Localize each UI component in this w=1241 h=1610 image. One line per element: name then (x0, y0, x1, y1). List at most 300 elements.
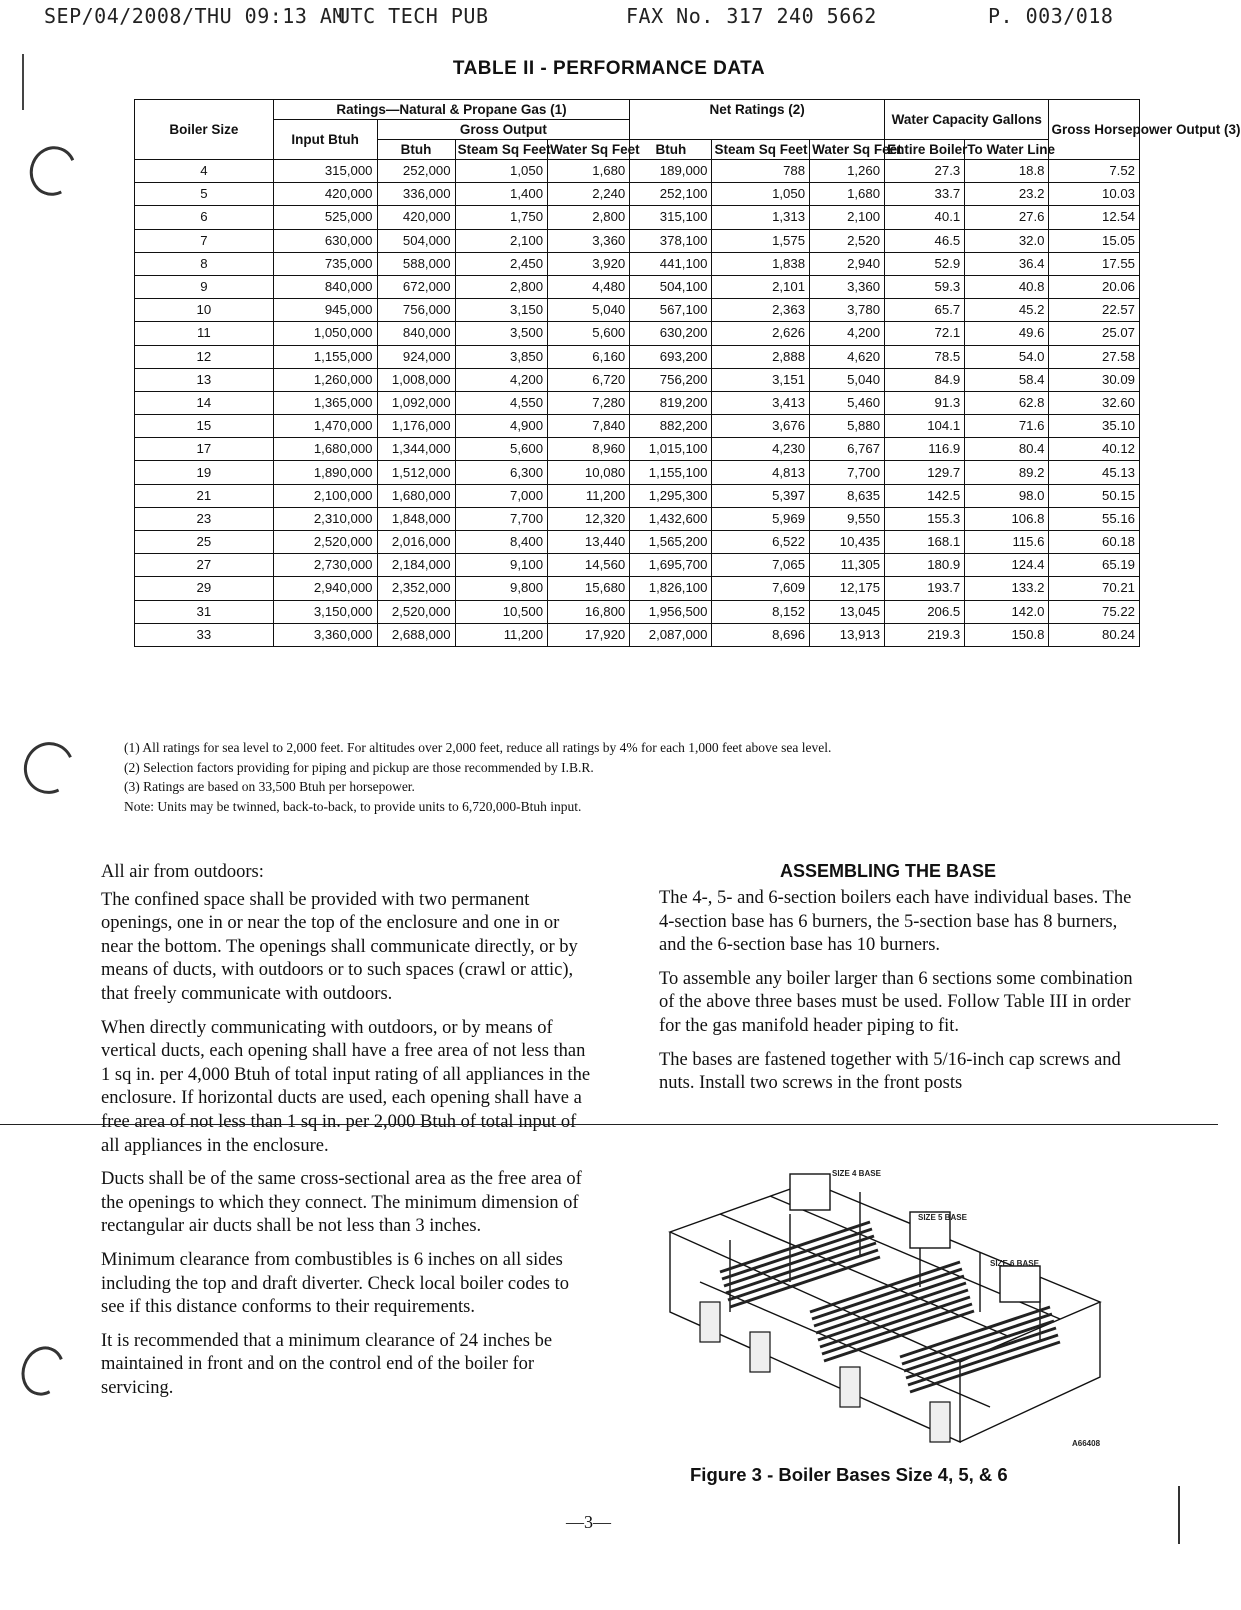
boiler-size-cell: 9 (135, 275, 274, 298)
table-cell: 4,550 (455, 391, 547, 414)
table-cell: 32.0 (965, 229, 1049, 252)
table-row (135, 577, 1140, 600)
paragraph: When directly communicating with outdoors, or by means of vertical ducts, each opening shall have a free area of not less than 1 sq in. per 4,000 Btuh of total input rating of all appliances in the enclosure. If horizontal ducts are used, each opening shall have a free area of not less than 1 sq in. per 2,000 Btuh of total input of all appliances in the enclosure. (101, 1017, 591, 1156)
header-water-capacity: Water Capacity Gallons (885, 100, 1049, 140)
size-5-base-label: SIZE 5 BASE (918, 1213, 967, 1222)
table-cell: 1,176,000 (377, 415, 455, 438)
paragraph: Ducts shall be of the same cross-sectional area as the free area of the openings to which they connect. The minimum dimension of rectangular air ducts shall be not less than 3 inches. (101, 1169, 582, 1237)
table-cell: 7,000 (455, 484, 547, 507)
table-cell: 1,295,300 (630, 484, 712, 507)
fax-page: P. 003/018 (988, 4, 1114, 28)
table-cell: 2,800 (548, 206, 630, 229)
table-cell: 630,000 (273, 229, 377, 252)
table-cell: 52.9 (885, 252, 965, 275)
table-cell: 168.1 (885, 531, 965, 554)
table-cell: 45.2 (965, 299, 1049, 322)
table-cell: 65.7 (885, 299, 965, 322)
table-cell: 4,230 (712, 438, 810, 461)
boiler-size-cell: 23 (135, 507, 274, 530)
table-cell: 12,175 (810, 577, 885, 600)
table-cell: 6,300 (455, 461, 547, 484)
boiler-size-cell: 8 (135, 252, 274, 275)
table-row (135, 623, 1140, 646)
table-row (135, 183, 1140, 206)
paragraph: The 4-, 5- and 6-section boilers each have individual bases. The 4-section base has 6 burners, the 5-section base has 8 burners, and the 6-section base has 10 burners. (659, 888, 1132, 956)
table-cell: 4,900 (455, 415, 547, 438)
table-row (135, 275, 1140, 298)
table-cell: 8,400 (455, 531, 547, 554)
table-cell: 50.15 (1049, 484, 1140, 507)
table-cell: 36.4 (965, 252, 1049, 275)
table-cell: 10,080 (548, 461, 630, 484)
paragraph: Minimum clearance from combustibles is 6 inches on all sides including the top and draft diverter. Check local boiler codes to see if this distance conforms to their requirements. (101, 1249, 570, 1318)
fax-sender: UTC TECH PUB (338, 4, 489, 28)
table-cell: 1,680,000 (377, 484, 455, 507)
table-cell: 193.7 (885, 577, 965, 600)
table-cell: 2,520,000 (273, 531, 377, 554)
boiler-size-cell: 12 (135, 345, 274, 368)
table-cell: 1,008,000 (377, 368, 455, 391)
punch-hole-mark (15, 1340, 72, 1401)
table-cell: 630,200 (630, 322, 712, 345)
boiler-size-cell: 10 (135, 299, 274, 322)
header-gross-output: Gross Output (377, 120, 630, 140)
table-cell: 5,040 (810, 368, 885, 391)
table-cell: 945,000 (273, 299, 377, 322)
table-cell: 504,100 (630, 275, 712, 298)
table-row (135, 229, 1140, 252)
table-cell: 91.3 (885, 391, 965, 414)
table-cell: 1,050 (712, 183, 810, 206)
table-cell: 6,720 (548, 368, 630, 391)
table-cell: 1,155,000 (273, 345, 377, 368)
header-boiler-size: Boiler Size (135, 100, 274, 160)
header-steam-sqft: Steam Sq Feet (455, 140, 547, 160)
table-cell: 2,100 (455, 229, 547, 252)
table-cell: 2,940 (810, 252, 885, 275)
table-cell: 4,200 (455, 368, 547, 391)
table-cell: 252,100 (630, 183, 712, 206)
boiler-size-cell: 14 (135, 391, 274, 414)
table-cell: 27.3 (885, 160, 965, 183)
table-cell: 693,200 (630, 345, 712, 368)
boiler-size-cell: 4 (135, 160, 274, 183)
table-cell: 7,700 (810, 461, 885, 484)
table-cell: 3,850 (455, 345, 547, 368)
table-cell: 1,050,000 (273, 322, 377, 345)
table-cell: 18.8 (965, 160, 1049, 183)
table-cell: 40.1 (885, 206, 965, 229)
table-cell: 840,000 (377, 322, 455, 345)
table-cell: 65.19 (1049, 554, 1140, 577)
table-cell: 20.06 (1049, 275, 1140, 298)
table-cell: 219.3 (885, 623, 965, 646)
header-water-sqft: Water Sq Feet (548, 140, 630, 160)
table-cell: 756,000 (377, 299, 455, 322)
table-cell: 588,000 (377, 252, 455, 275)
table-cell: 5,460 (810, 391, 885, 414)
boiler-size-cell: 5 (135, 183, 274, 206)
table-row (135, 322, 1140, 345)
table-cell: 206.5 (885, 600, 965, 623)
table-cell: 104.1 (885, 415, 965, 438)
table-cell: 1,848,000 (377, 507, 455, 530)
table-cell: 71.6 (965, 415, 1049, 438)
size-4-base-label: SIZE 4 BASE (832, 1169, 881, 1178)
footnote-3: (3) Ratings are based on 33,500 Btuh per horsepower. (124, 779, 415, 794)
header-input-btuh: Input Btuh (273, 120, 377, 160)
table-cell: 2,688,000 (377, 623, 455, 646)
table-cell: 27.6 (965, 206, 1049, 229)
table-cell: 2,520 (810, 229, 885, 252)
table-cell: 2,450 (455, 252, 547, 275)
table-cell: 8,152 (712, 600, 810, 623)
table-cell: 9,550 (810, 507, 885, 530)
boiler-size-cell: 21 (135, 484, 274, 507)
table-cell: 1,890,000 (273, 461, 377, 484)
table-cell: 1,092,000 (377, 391, 455, 414)
table-cell: 2,184,000 (377, 554, 455, 577)
table-cell: 10,435 (810, 531, 885, 554)
table-cell: 2,100 (810, 206, 885, 229)
table-cell: 9,100 (455, 554, 547, 577)
table-row (135, 600, 1140, 623)
table-cell: 525,000 (273, 206, 377, 229)
table-cell: 1,956,500 (630, 600, 712, 623)
header-ratings-group: Ratings—Natural & Propane Gas (1) (273, 100, 630, 120)
header-net-steam-sqft: Steam Sq Feet (712, 140, 810, 160)
table-cell: 420,000 (273, 183, 377, 206)
table-row (135, 554, 1140, 577)
table-cell: 5,600 (455, 438, 547, 461)
table-cell: 5,880 (810, 415, 885, 438)
boiler-size-cell: 33 (135, 623, 274, 646)
table-row (135, 345, 1140, 368)
table-cell: 27.58 (1049, 345, 1140, 368)
table-cell: 25.07 (1049, 322, 1140, 345)
table-cell: 1,575 (712, 229, 810, 252)
table-row (135, 206, 1140, 229)
table-cell: 1,750 (455, 206, 547, 229)
table-cell: 13,440 (548, 531, 630, 554)
table-cell: 16,800 (548, 600, 630, 623)
table-cell: 1,365,000 (273, 391, 377, 414)
table-cell: 35.10 (1049, 415, 1140, 438)
table-cell: 11,200 (548, 484, 630, 507)
table-cell: 17,920 (548, 623, 630, 646)
performance-table-body (135, 160, 1140, 647)
table-cell: 9,800 (455, 577, 547, 600)
table-cell: 78.5 (885, 345, 965, 368)
performance-table (134, 99, 1241, 647)
table-cell: 3,780 (810, 299, 885, 322)
table-cell: 3,151 (712, 368, 810, 391)
table-cell: 180.9 (885, 554, 965, 577)
table-cell: 2,087,000 (630, 623, 712, 646)
table-cell: 1,400 (455, 183, 547, 206)
table-cell: 6,522 (712, 531, 810, 554)
table-cell: 3,150,000 (273, 600, 377, 623)
table-cell: 40.12 (1049, 438, 1140, 461)
table-cell: 58.4 (965, 368, 1049, 391)
fax-number: FAX No. 317 240 5662 (626, 4, 877, 28)
table-cell: 378,100 (630, 229, 712, 252)
boiler-size-cell: 29 (135, 577, 274, 600)
table-cell: 33.7 (885, 183, 965, 206)
table-cell: 80.24 (1049, 623, 1140, 646)
boiler-bases-illustration (660, 1162, 1128, 1452)
size-6-base-label: SIZE 6 BASE (990, 1259, 1039, 1268)
boiler-size-cell: 11 (135, 322, 274, 345)
table-cell: 22.57 (1049, 299, 1140, 322)
air-intro: All air from outdoors: (101, 862, 264, 882)
boiler-size-cell: 7 (135, 229, 274, 252)
table-cell: 2,016,000 (377, 531, 455, 554)
paragraph: To assemble any boiler larger than 6 sections some combination of the above three bases must be used. Follow Table III in order for the gas manifold header piping to fit. (659, 968, 1133, 1036)
table-cell: 60.18 (1049, 531, 1140, 554)
scan-edge-mark (1178, 1486, 1180, 1544)
table-cell: 6,160 (548, 345, 630, 368)
table-cell: 420,000 (377, 206, 455, 229)
table-cell: 40.8 (965, 275, 1049, 298)
table-cell: 15.05 (1049, 229, 1140, 252)
table-row (135, 160, 1140, 183)
table-row (135, 507, 1140, 530)
table-cell: 5,397 (712, 484, 810, 507)
table-cell: 1,680,000 (273, 438, 377, 461)
table-cell: 75.22 (1049, 600, 1140, 623)
table-cell: 2,888 (712, 345, 810, 368)
table-cell: 1,680 (810, 183, 885, 206)
table-cell: 45.13 (1049, 461, 1140, 484)
table-cell: 1,512,000 (377, 461, 455, 484)
table-cell: 882,200 (630, 415, 712, 438)
table-cell: 2,626 (712, 322, 810, 345)
header-btuh: Btuh (377, 140, 455, 160)
table-cell: 46.5 (885, 229, 965, 252)
boiler-size-cell: 17 (135, 438, 274, 461)
table-cell: 735,000 (273, 252, 377, 275)
table-cell: 7.52 (1049, 160, 1140, 183)
table-row (135, 368, 1140, 391)
table-cell: 2,240 (548, 183, 630, 206)
table-cell: 189,000 (630, 160, 712, 183)
table-cell: 1,155,100 (630, 461, 712, 484)
table-cell: 30.09 (1049, 368, 1140, 391)
table-cell: 3,920 (548, 252, 630, 275)
table-cell: 8,696 (712, 623, 810, 646)
table-cell: 567,100 (630, 299, 712, 322)
table-row (135, 252, 1140, 275)
table-cell: 840,000 (273, 275, 377, 298)
table-cell: 84.9 (885, 368, 965, 391)
table-cell: 1,432,600 (630, 507, 712, 530)
table-cell: 7,065 (712, 554, 810, 577)
table-cell: 124.4 (965, 554, 1049, 577)
table-cell: 14,560 (548, 554, 630, 577)
right-column (659, 887, 1143, 1106)
table-cell: 133.2 (965, 577, 1049, 600)
table-cell: 11,200 (455, 623, 547, 646)
table-cell: 15,680 (548, 577, 630, 600)
table-cell: 17.55 (1049, 252, 1140, 275)
table-cell: 4,813 (712, 461, 810, 484)
fax-date: SEP/04/2008/THU 09:13 AM (44, 4, 345, 28)
boiler-size-cell: 27 (135, 554, 274, 577)
table-cell: 115.6 (965, 531, 1049, 554)
table-cell: 13,913 (810, 623, 885, 646)
table-cell: 12.54 (1049, 206, 1140, 229)
table-cell: 23.2 (965, 183, 1049, 206)
table-cell: 142.5 (885, 484, 965, 507)
table-cell: 7,840 (548, 415, 630, 438)
table-cell: 1,313 (712, 206, 810, 229)
header-net-water-sqft: Water Sq Feet (810, 140, 885, 160)
table-cell: 2,940,000 (273, 577, 377, 600)
table-cell: 59.3 (885, 275, 965, 298)
table-cell: 3,150 (455, 299, 547, 322)
table-cell: 13,045 (810, 600, 885, 623)
table-cell: 315,000 (273, 160, 377, 183)
footnote-1: (1) All ratings for sea level to 2,000 feet. For altitudes over 2,000 feet, reduce all ratings by 4% for each 1,000 feet above sea level. (124, 740, 832, 755)
punch-hole-mark (23, 140, 83, 203)
table-title: TABLE II - PERFORMANCE DATA (452, 58, 766, 79)
table-cell: 8,635 (810, 484, 885, 507)
table-cell: 150.8 (965, 623, 1049, 646)
table-cell: 70.21 (1049, 577, 1140, 600)
table-cell: 1,826,100 (630, 577, 712, 600)
table-cell: 5,969 (712, 507, 810, 530)
table-row (135, 531, 1140, 554)
table-cell: 1,260,000 (273, 368, 377, 391)
table-cell: 6,767 (810, 438, 885, 461)
table-cell: 2,310,000 (273, 507, 377, 530)
table-cell: 72.1 (885, 322, 965, 345)
table-cell: 80.4 (965, 438, 1049, 461)
header-net-btuh: Btuh (630, 140, 712, 160)
table-cell: 672,000 (377, 275, 455, 298)
table-cell: 4,200 (810, 322, 885, 345)
table-cell: 10,500 (455, 600, 547, 623)
table-cell: 89.2 (965, 461, 1049, 484)
boiler-size-cell: 6 (135, 206, 274, 229)
table-cell: 7,700 (455, 507, 547, 530)
table-cell: 3,360,000 (273, 623, 377, 646)
table-cell: 756,200 (630, 368, 712, 391)
header-net-ratings: Net Ratings (2) (630, 100, 885, 140)
page-number: —3— (566, 1512, 611, 1532)
table-cell: 924,000 (377, 345, 455, 368)
table-cell: 49.6 (965, 322, 1049, 345)
table-cell: 2,520,000 (377, 600, 455, 623)
header-to-water-line: To Water Line (965, 140, 1049, 160)
table-cell: 155.3 (885, 507, 965, 530)
table-cell: 336,000 (377, 183, 455, 206)
table-footnotes (124, 738, 1144, 816)
paragraph: The confined space shall be provided with two permanent openings, one in or near the top of the enclosure and one in or near the bottom. The openings shall communicate directly, or by means of ducts, with outdoors or to such spaces (crawl or attic), that freely communicate with outdoors. (101, 889, 578, 1004)
footnote-note: Note: Units may be twinned, back-to-back, to provide units to 6,720,000-Btuh input. (124, 798, 582, 814)
table-cell: 1,344,000 (377, 438, 455, 461)
table-cell: 315,100 (630, 206, 712, 229)
table-cell: 1,838 (712, 252, 810, 275)
table-cell: 819,200 (630, 391, 712, 414)
left-column (101, 861, 595, 1410)
table-cell: 2,100,000 (273, 484, 377, 507)
figure-caption: Figure 3 - Boiler Bases Size 4, 5, & 6 (690, 1464, 1008, 1485)
table-cell: 3,676 (712, 415, 810, 438)
table-cell: 1,695,700 (630, 554, 712, 577)
table-row (135, 415, 1140, 438)
table-cell: 1,565,200 (630, 531, 712, 554)
boiler-size-cell: 13 (135, 368, 274, 391)
table-cell: 10.03 (1049, 183, 1140, 206)
table-cell: 1,050 (455, 160, 547, 183)
table-cell: 1,260 (810, 160, 885, 183)
section-heading: ASSEMBLING THE BASE (780, 861, 997, 881)
figure-code: A66408 (1072, 1439, 1101, 1448)
table-cell: 129.7 (885, 461, 965, 484)
table-cell: 55.16 (1049, 507, 1140, 530)
table-cell: 106.8 (965, 507, 1049, 530)
table-cell: 2,800 (455, 275, 547, 298)
table-cell: 2,352,000 (377, 577, 455, 600)
table-cell: 5,600 (548, 322, 630, 345)
table-cell: 252,000 (377, 160, 455, 183)
boiler-size-cell: 15 (135, 415, 274, 438)
table-row (135, 299, 1140, 322)
table-cell: 2,101 (712, 275, 810, 298)
boiler-size-cell: 25 (135, 531, 274, 554)
table-cell: 5,040 (548, 299, 630, 322)
header-gross-hp: Gross Horsepower Output (3) (1049, 100, 1140, 160)
table-cell: 142.0 (965, 600, 1049, 623)
table-row (135, 391, 1140, 414)
table-cell: 98.0 (965, 484, 1049, 507)
table-cell: 32.60 (1049, 391, 1140, 414)
table-cell: 4,480 (548, 275, 630, 298)
table-cell: 788 (712, 160, 810, 183)
table-cell: 3,500 (455, 322, 547, 345)
table-cell: 116.9 (885, 438, 965, 461)
punch-hole-mark (17, 735, 82, 801)
table-cell: 2,363 (712, 299, 810, 322)
table-cell: 1,015,100 (630, 438, 712, 461)
table-cell: 441,100 (630, 252, 712, 275)
header-entire-boiler: Entire Boiler (885, 140, 965, 160)
table-cell: 54.0 (965, 345, 1049, 368)
table-cell: 8,960 (548, 438, 630, 461)
table-cell: 12,320 (548, 507, 630, 530)
paragraph: It is recommended that a minimum clearance of 24 inches be maintained in front and on the control end of the boiler for servicing. (101, 1330, 553, 1398)
fax-scan-line (0, 1124, 1218, 1125)
table-cell: 1,470,000 (273, 415, 377, 438)
table-cell: 3,413 (712, 391, 810, 414)
table-cell: 62.8 (965, 391, 1049, 414)
table-cell: 7,609 (712, 577, 810, 600)
table-row (135, 438, 1140, 461)
boiler-size-cell: 19 (135, 461, 274, 484)
table-cell: 3,360 (810, 275, 885, 298)
table-cell: 504,000 (377, 229, 455, 252)
table-cell: 3,360 (548, 229, 630, 252)
table-cell: 7,280 (548, 391, 630, 414)
table-row (135, 484, 1140, 507)
boiler-size-cell: 31 (135, 600, 274, 623)
table-cell: 1,680 (548, 160, 630, 183)
table-cell: 2,730,000 (273, 554, 377, 577)
table-row (135, 461, 1140, 484)
table-cell: 4,620 (810, 345, 885, 368)
